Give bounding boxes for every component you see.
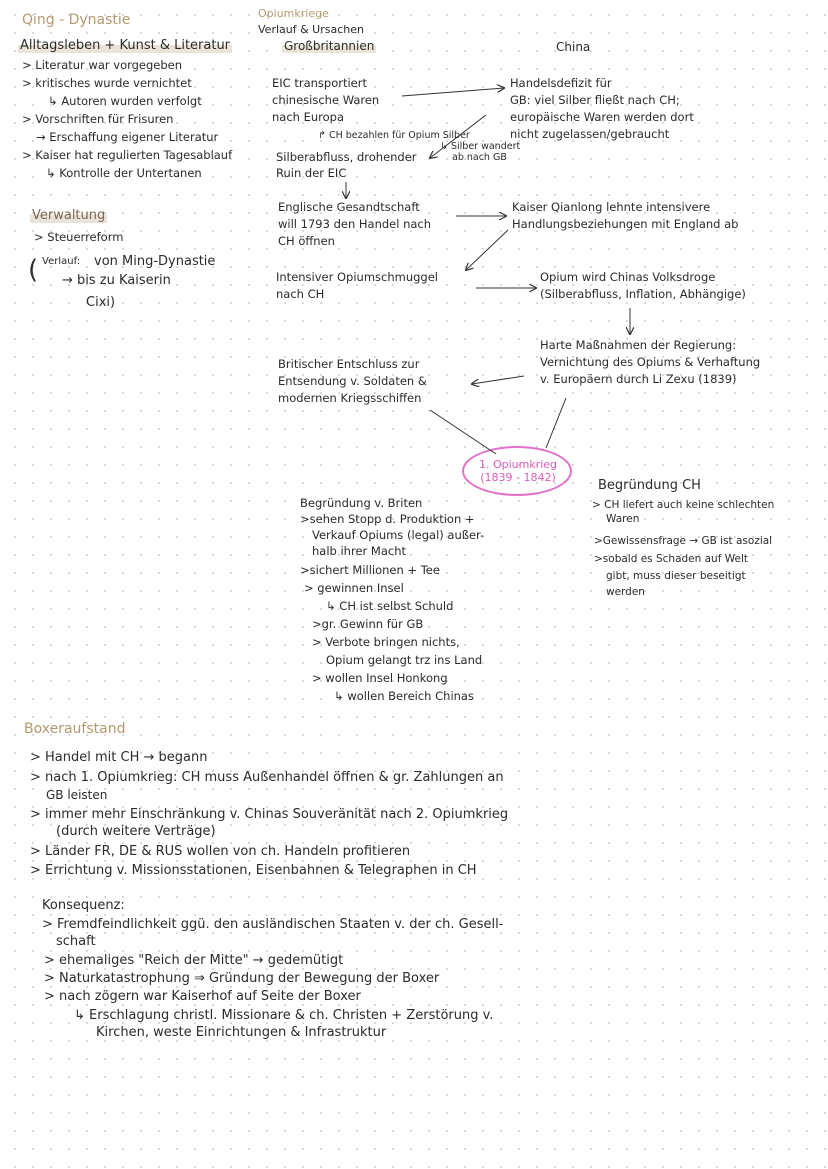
boxer-item: > nach 1. Opiumkrieg: CH muss Außenhandel öffnen & gr. Zahlungen an [30,770,504,785]
konsequenz-item: Kirchen, weste Einrichtungen & Infrastruktur [96,1025,387,1040]
volksdroge-text: (Silberabfluss, Inflation, Abhängige) [540,287,746,301]
qing-subtitle: Alltagsleben + Kunst & Literatur [20,38,231,53]
konsequenz-item: ↳ Erschlagung christl. Missionare & ch. Christen + Zerstörung v. [74,1008,494,1023]
konsequenz-item: > Naturkatastrophung ⇒ Gründung der Bewegung der Boxer [44,971,440,986]
china-begr-title: Begründung CH [598,478,701,493]
boxer-item: > Errichtung v. Missionsstationen, Eisenbahnen & Telegraphen in CH [30,863,477,878]
briten-item: > gewinnen Insel [304,581,404,595]
schmuggel-text: Intensiver Opiumschmuggel [276,270,439,284]
bezahlen-text: ↱ CH bezahlen für Opium Silber [318,130,470,141]
defizit-text: nicht zugelassen/gebraucht [510,127,670,141]
qing-item: > Kaiser hat regulierten Tagesablauf [22,148,233,162]
silber-text: Ruin der EIC [276,166,347,180]
massnahmen-text: Vernichtung des Opiums & Verhaftung [540,355,761,369]
briten-item: Verkauf Opiums (legal) außer- [312,528,485,542]
arrow [402,88,504,96]
verwaltung-title: Verwaltung [32,208,106,223]
briten-item: > wollen Insel Honkong [312,671,448,685]
massnahmen-text: v. Europäern durch Li Zexu (1839) [540,372,737,386]
boxer-title: Boxeraufstand [24,721,126,737]
china-begr-item: >Gewissensfrage → GB ist asozial [594,535,773,547]
qing-item: > Vorschriften für Frisuren [22,112,174,126]
qing-item: > Literatur war vorgegeben [22,58,183,72]
defizit-text: europäische Waren werden dort [510,110,694,124]
column-gb: Großbritannien [284,39,375,53]
briten-item: >gr. Gewinn für GB [312,617,424,631]
briten-item: ↳ wollen Bereich Chinas [334,689,474,703]
qing-item: ↳ Kontrolle der Untertanen [46,166,202,180]
column-china: China [556,40,591,54]
bezahlen-text: ↳ Silber wandert [440,141,521,152]
briten-item: ↳ CH ist selbst Schuld [326,599,454,613]
briten-title: Begründung v. Briten [300,496,423,510]
entschluss-text: Entsendung v. Soldaten & [278,374,427,388]
china-begr-item: werden [606,586,645,598]
verwaltung-item: > Steuerreform [34,230,124,244]
china-begr-item: > CH liefert auch keine schlechten [592,499,775,511]
konsequenz-title: Konsequenz: [42,898,125,913]
boxer-item: > Handel mit CH → begann [30,750,208,765]
qing-item: → Erschaffung eigener Literatur [36,130,219,144]
konsequenz-item: > ehemaliges "Reich der Mitte" → gedemütigt [44,953,344,968]
connector [546,398,566,448]
verlauf-line: Cixi) [86,295,116,310]
briten-item: >sichert Millionen + Tee [300,563,440,577]
gesandt-text: Englische Gesandtschaft [278,200,420,214]
konsequenz-item: schaft [56,934,96,949]
bezahlen-text: ab nach GB [452,152,507,163]
briten-item: > Verbote bringen nichts, [312,635,460,649]
opium-title: Opiumkriege [258,7,329,20]
briten-item: halb ihrer Macht [312,544,406,558]
eic-text: nach Europa [272,110,345,124]
verlauf-label: Verlauf: [42,256,81,267]
paren-open: ( [28,255,39,285]
arrow [466,230,508,270]
gesandt-text: CH öffnen [278,234,335,248]
qing-title: Qing - Dynastie [22,12,131,28]
china-begr-item: gibt, muss dieser beseitigt [606,570,746,582]
arrow [472,376,524,384]
briten-item: Opium gelangt trz ins Land [326,653,483,667]
arrow [430,115,486,158]
entschluss-text: Britischer Entschluss zur [278,357,420,371]
konsequenz-item: > nach zögern war Kaiserhof auf Seite der Boxer [44,989,361,1004]
gesandt-text: will 1793 den Handel nach [278,217,432,231]
verlauf-line: → bis zu Kaiserin [62,273,171,288]
defizit-text: GB: viel Silber fließt nach CH; [510,93,680,107]
connector [430,410,496,454]
qianlong-text: Handlungsbeziehungen mit England ab [512,217,739,231]
schmuggel-text: nach CH [276,287,325,301]
china-begr-item: >sobald es Schaden auf Welt [594,553,749,565]
entschluss-text: modernen Kriegsschiffen [278,391,422,405]
konsequenz-item: > Fremdfeindlichkeit ggü. den ausländischen Staaten v. der ch. Gesell- [42,917,504,932]
boxer-item: > Länder FR, DE & RUS wollen von ch. Handeln profitieren [30,844,411,859]
opiumkrieg-label: 1. Opiumkrieg (1839 - 1842) [478,458,558,484]
qing-item: > kritisches wurde vernichtet [22,76,192,90]
qing-item: ↳ Autoren wurden verfolgt [48,94,202,108]
massnahmen-text: Harte Maßnahmen der Regierung: [540,338,737,352]
china-begr-item: Waren [606,513,640,525]
defizit-text: Handelsdefizit für [510,76,612,90]
briten-item: >sehen Stopp d. Produktion + [300,512,475,526]
boxer-item: (durch weitere Verträge) [56,824,216,839]
qianlong-text: Kaiser Qianlong lehnte intensivere [512,200,711,214]
volksdroge-text: Opium wird Chinas Volksdroge [540,270,716,284]
verlauf-text: von Ming-Dynastie [94,254,216,269]
eic-text: chinesische Waren [272,93,380,107]
eic-text: EIC transportiert [272,76,367,90]
boxer-item: > immer mehr Einschränkung v. Chinas Souveränität nach 2. Opiumkrieg [30,807,509,822]
silber-text: Silberabfluss, drohender [276,150,417,164]
boxer-item: GB leisten [46,788,108,802]
opium-subtitle: Verlauf & Ursachen [258,23,364,36]
